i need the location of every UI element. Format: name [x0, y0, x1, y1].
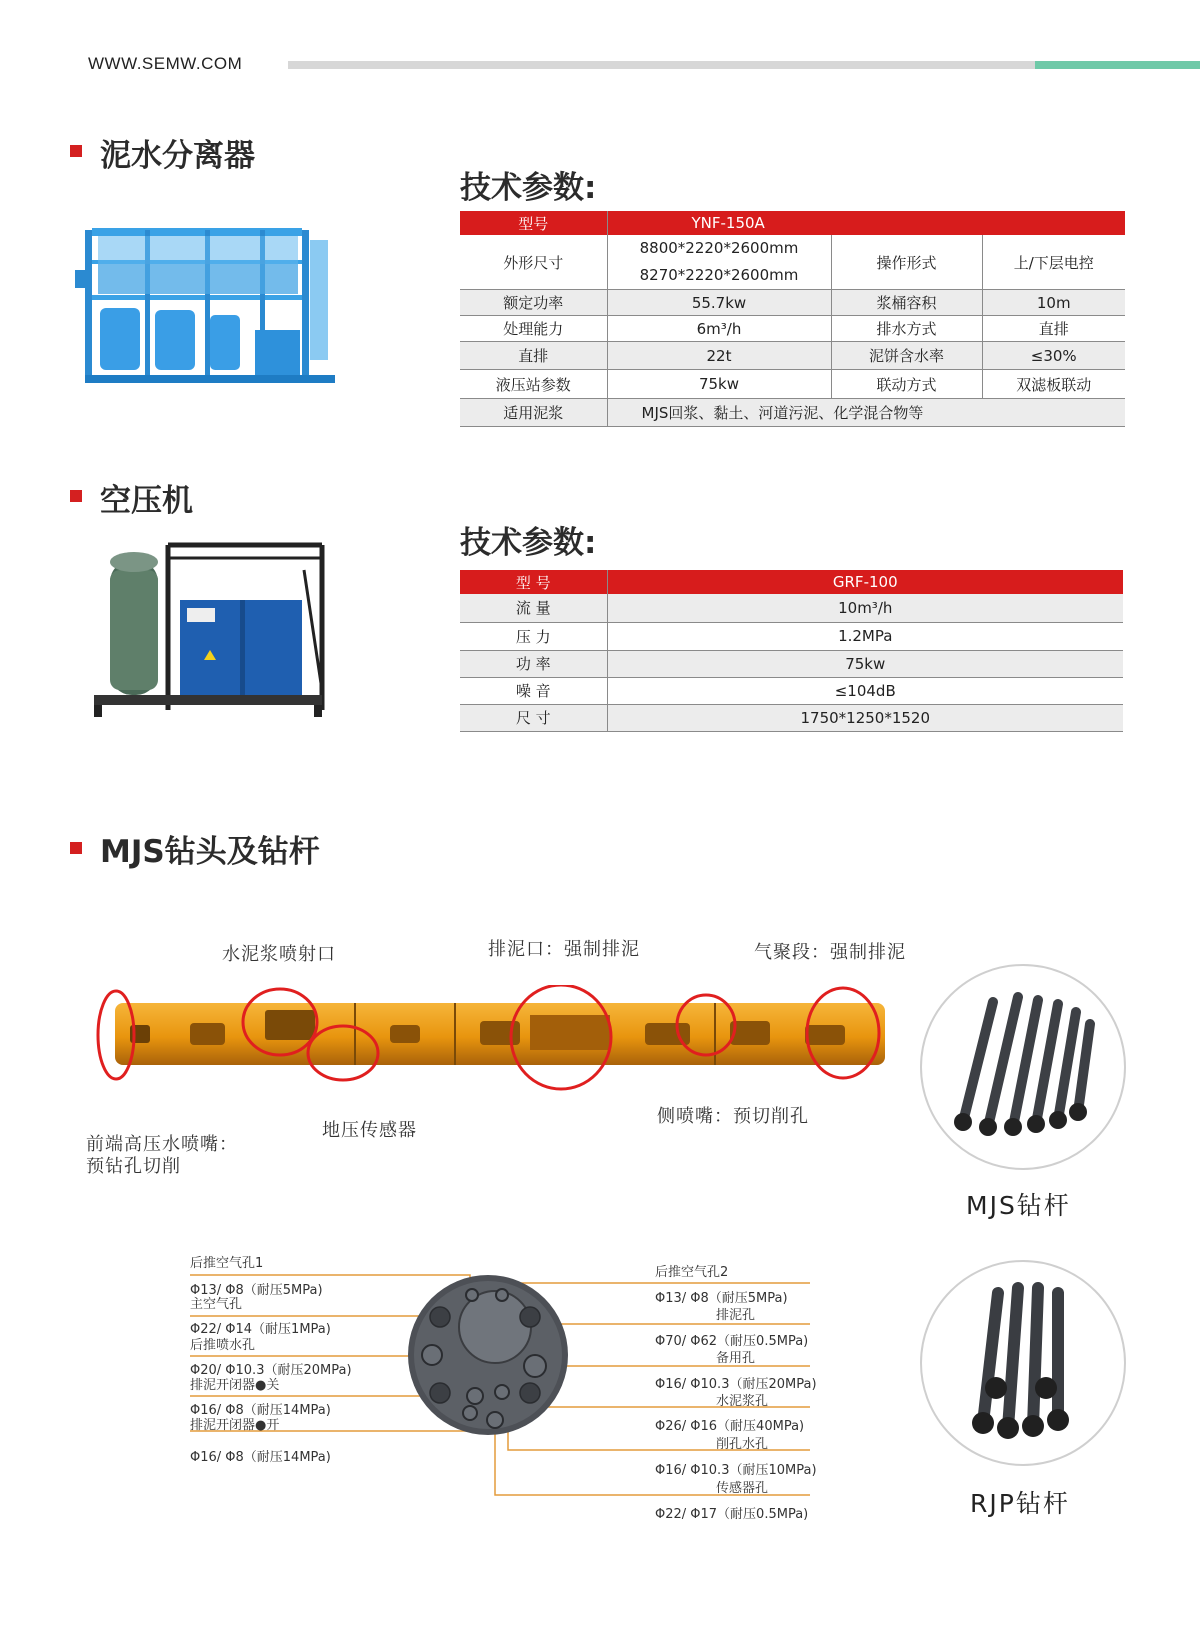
table-row — [460, 399, 1125, 427]
table-header-cell: 型号 — [460, 211, 607, 235]
label-front-nozzle: 前端高压水喷嘴： — [86, 1134, 238, 1155]
hole-spec: Φ22/ Φ17（耐压0.5MPa) — [655, 1507, 809, 1522]
table-cell: 噪 音 — [460, 677, 607, 704]
label-cement-port: 水泥浆喷射口 — [222, 944, 336, 965]
table-cell: 上/下层电控 — [982, 235, 1125, 290]
table-cell: 流 量 — [460, 594, 607, 622]
label-gas-section: 气聚段：强制排泥 — [754, 942, 906, 963]
table-row — [460, 290, 1125, 316]
table-cell: 排水方式 — [831, 316, 982, 342]
table-row — [460, 370, 1125, 399]
table-cell: 额定功率 — [460, 290, 607, 316]
table-cell: ≤104dB — [607, 677, 1123, 704]
hole-name: 主空气孔 — [190, 1297, 243, 1312]
hole-spec: Φ26/ Φ16（耐压40MPa) — [655, 1419, 805, 1434]
label-mud-outlet: 排泥口：强制排泥 — [488, 939, 640, 960]
hole-name: 后推空气孔1 — [190, 1256, 264, 1271]
table-header-cell: YNF-150A — [607, 211, 1125, 235]
hole-name: 水泥浆孔 — [716, 1394, 769, 1409]
table-cell: MJS回浆、黏土、河道污泥、化学混合物等 — [607, 399, 1125, 427]
header-accent-bar — [1035, 61, 1200, 69]
compressor-image — [92, 540, 332, 730]
table-cell: 功 率 — [460, 650, 607, 677]
hole-name: 排泥开闭器●开 — [190, 1418, 280, 1433]
spec-heading-compressor: 技术参数: — [460, 525, 597, 561]
table-cell-line: 8270*2220*2600mm — [639, 266, 799, 284]
table-cell — [607, 235, 831, 290]
hole-spec: Φ20/ Φ10.3（耐压20MPa) — [190, 1363, 352, 1378]
label-front-nozzle-detail: 预钻孔切削 — [86, 1156, 181, 1177]
table-cell: 浆桶容积 — [831, 290, 982, 316]
table-header-cell: 型 号 — [460, 570, 607, 594]
table-cell: 1750*1250*1520 — [607, 704, 1123, 731]
hole-name: 后推喷水孔 — [190, 1338, 256, 1353]
table-row — [460, 677, 1123, 704]
table-cell: 直排 — [460, 342, 607, 370]
hole-spec: Φ13/ Φ8（耐压5MPa) — [190, 1283, 323, 1298]
mjs-rod-label: MJS钻杆 — [966, 1191, 1071, 1220]
table-row — [460, 594, 1123, 622]
table-cell: 直排 — [982, 316, 1125, 342]
table-cell: 55.7kw — [607, 290, 831, 316]
table-cell: 联动方式 — [831, 370, 982, 399]
table-cell: 1.2MPa — [607, 622, 1123, 650]
hole-name: 传感器孔 — [716, 1481, 769, 1496]
hole-name: 削孔水孔 — [716, 1437, 769, 1452]
table-cell: 10m³/h — [607, 594, 1123, 622]
section-bullet — [70, 490, 82, 502]
hole-spec: Φ16/ Φ8（耐压14MPa) — [190, 1403, 331, 1418]
table-cell: 75kw — [607, 370, 831, 399]
table-cell: 双滤板联动 — [982, 370, 1125, 399]
table-row — [460, 650, 1123, 677]
table-cell: 6m³/h — [607, 316, 831, 342]
hole-name: 后推空气孔2 — [655, 1265, 729, 1280]
table-row — [460, 704, 1123, 731]
table-row — [460, 622, 1123, 650]
separator-image — [70, 200, 350, 400]
drill-head-image — [90, 985, 900, 1095]
label-side-nozzle: 侧喷嘴：预切削孔 — [657, 1106, 809, 1127]
table-cell-line: 8800*2220*2600mm — [639, 239, 799, 257]
hole-name: 排泥开闭器●关 — [190, 1378, 280, 1393]
table-cell: 处理能力 — [460, 316, 607, 342]
hole-spec: Φ13/ Φ8（耐压5MPa) — [655, 1291, 788, 1306]
separator-spec-table — [460, 211, 1125, 427]
hole-spec: Φ70/ Φ62（耐压0.5MPa) — [655, 1334, 809, 1349]
table-cell: 75kw — [607, 650, 1123, 677]
hole-spec: Φ16/ Φ10.3（耐压10MPa) — [655, 1463, 817, 1478]
section-title-drill: MJS钻头及钻杆 — [100, 834, 320, 870]
hole-name: 排泥孔 — [716, 1308, 756, 1323]
table-cell: 适用泥浆 — [460, 399, 607, 427]
table-cell: 10m — [982, 290, 1125, 316]
table-cell: 22t — [607, 342, 831, 370]
table-cell: ≤30% — [982, 342, 1125, 370]
hole-name: 备用孔 — [716, 1351, 756, 1366]
compressor-spec-table — [460, 570, 1123, 732]
section-bullet — [70, 842, 82, 854]
hole-spec: Φ16/ Φ8（耐压14MPa) — [190, 1450, 331, 1465]
table-row — [460, 316, 1125, 342]
rjp-rod-label: RJP钻杆 — [970, 1489, 1070, 1518]
section-title-compressor: 空压机 — [100, 483, 193, 519]
header-divider — [288, 61, 1035, 69]
rjp-rod-image — [918, 1258, 1128, 1468]
table-cell: 压 力 — [460, 622, 607, 650]
site-url[interactable]: WWW.SEMW.COM — [88, 54, 243, 73]
spec-heading-separator: 技术参数: — [460, 170, 597, 206]
section-bullet — [70, 145, 82, 157]
mjs-rod-image — [918, 962, 1128, 1172]
table-row — [460, 342, 1125, 370]
label-pressure-sensor: 地压传感器 — [322, 1120, 417, 1141]
table-cell: 液压站参数 — [460, 370, 607, 399]
hole-spec: Φ22/ Φ14（耐压1MPa) — [190, 1322, 331, 1337]
table-cell: 泥饼含水率 — [831, 342, 982, 370]
table-cell: 操作形式 — [831, 235, 982, 290]
section-title-separator: 泥水分离器 — [100, 138, 255, 174]
table-header-cell: GRF-100 — [607, 570, 1123, 594]
hole-spec: Φ16/ Φ10.3（耐压20MPa) — [655, 1377, 817, 1392]
table-cell: 尺 寸 — [460, 704, 607, 731]
table-cell: 外形尺寸 — [460, 235, 607, 290]
